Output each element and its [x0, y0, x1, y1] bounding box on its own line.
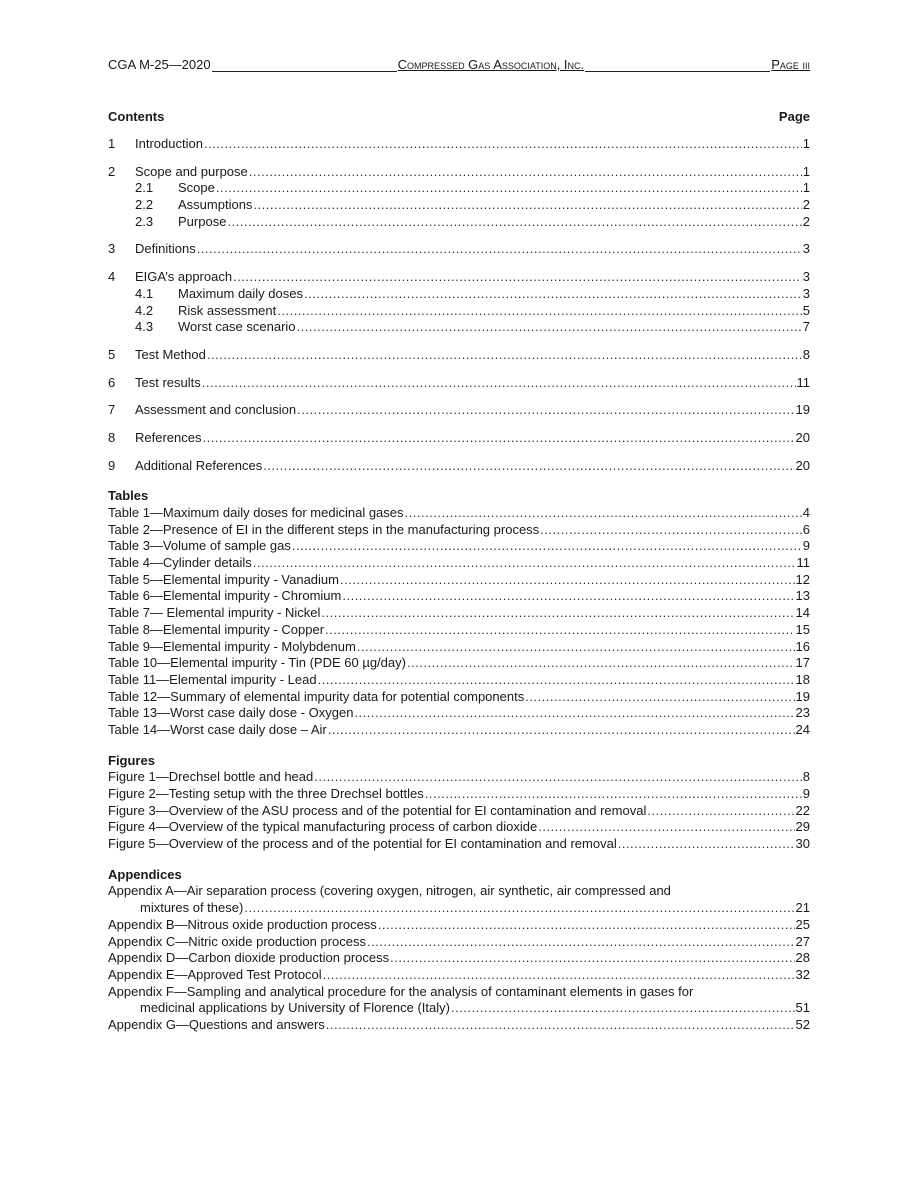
toc-entry-title: Purpose: [178, 213, 227, 229]
dot-leader: [202, 430, 794, 447]
header-publisher: Compressed Gas Association, Inc.: [397, 57, 585, 72]
dot-leader: [390, 950, 794, 967]
toc-section-block: [108, 430, 810, 447]
toc-section-block: [108, 458, 810, 475]
contents-heading: [108, 108, 810, 126]
toc-entry-page: 9: [802, 786, 810, 801]
dot-leader: [244, 900, 794, 917]
toc-entry-page: 15: [795, 621, 810, 637]
toc-entry-page: 11: [796, 555, 810, 571]
toc-entry-page: 3: [802, 285, 810, 301]
toc-entry[interactable]: [108, 605, 810, 622]
toc-entry-page: 13: [795, 588, 810, 604]
toc-entry-title: Scope: [178, 180, 215, 196]
toc-entry-page: 17: [795, 655, 810, 671]
toc-entry-page: 8: [802, 346, 810, 362]
toc-entry-page: 5: [802, 302, 810, 318]
toc-entry-appendix-f-line1[interactable]: Appendix F—Sampling and analytical procedure for the analysis of contaminant elements in gases for: [108, 983, 694, 999]
toc-entry-title: Table 14—Worst case daily dose – Air: [108, 721, 327, 737]
dot-leader: [540, 522, 802, 539]
toc-entry-number: 2.3: [135, 213, 154, 229]
dot-leader: [538, 819, 794, 836]
toc-entry[interactable]: [108, 819, 810, 836]
toc-figures: [108, 769, 810, 852]
toc-entry-page: 30: [795, 836, 810, 852]
toc-entry[interactable]: [108, 136, 810, 153]
toc-entry-page: 28: [795, 950, 810, 966]
toc-entry-title: Introduction: [135, 136, 203, 151]
dot-leader: [325, 622, 794, 639]
toc-entry-title: Figure 5—Overview of the process and of the potential for EI contamination and removal: [108, 836, 617, 852]
toc-entry-page: 1: [802, 136, 810, 151]
toc-entry[interactable]: [108, 214, 810, 231]
toc-entry-title: Table 7— Elemental impurity - Nickel: [108, 605, 321, 621]
toc-entry[interactable]: [108, 722, 810, 739]
toc-entry[interactable]: [108, 622, 810, 639]
toc-entry-number: 2.1: [135, 180, 154, 196]
toc-entry[interactable]: [108, 505, 810, 522]
toc-entry[interactable]: [108, 269, 810, 286]
dot-leader: [367, 934, 795, 951]
toc-entry-page: 18: [795, 671, 810, 687]
dot-leader: [314, 769, 802, 786]
toc-section-block: [108, 136, 810, 153]
toc-section-block: [108, 164, 810, 231]
dot-leader: [407, 655, 795, 672]
contents-page-label: Page: [778, 109, 810, 124]
toc-entry-page: 2: [802, 213, 810, 229]
toc-entry[interactable]: [108, 967, 810, 984]
header-doc-id: CGA M-25—2020: [108, 57, 211, 72]
toc-entry-page: 22: [795, 802, 810, 818]
dot-leader: [253, 197, 801, 214]
toc-entry[interactable]: [108, 538, 810, 555]
toc-entry-page: 3: [802, 241, 810, 257]
toc-entry-title: Appendix D—Carbon dioxide production process: [108, 950, 390, 966]
toc-entry-page: 29: [795, 819, 810, 835]
dot-leader: [216, 180, 802, 197]
dot-leader: [202, 375, 796, 392]
toc-entry-number: 8: [108, 429, 116, 445]
dot-leader: [647, 803, 794, 820]
toc-entry-page: 19: [795, 688, 810, 704]
toc-section-block: [108, 402, 810, 419]
toc-entry[interactable]: [108, 572, 810, 589]
dot-leader: [318, 672, 795, 689]
toc-entry-number: 9: [108, 457, 116, 473]
toc-entry-number: 1: [108, 136, 116, 151]
dot-leader: [277, 303, 802, 320]
toc-entry-number: 4.1: [135, 285, 154, 301]
toc-entry-title: Figure 4—Overview of the typical manufacturing process of carbon dioxide: [108, 819, 538, 835]
dot-leader: [525, 689, 794, 706]
dot-leader: [263, 458, 794, 475]
toc-entry-title: Table 2—Presence of EI in the different steps in the manufacturing process: [108, 521, 540, 537]
dot-leader: [323, 967, 795, 984]
toc-entry-appendix-a-line1[interactable]: Appendix A—Air separation process (covering oxygen, nitrogen, air synthetic, air compressed and: [108, 883, 671, 899]
toc-entry-title: Test Method: [135, 346, 206, 362]
toc-entry[interactable]: [108, 241, 810, 258]
toc-entry-title: Figure 2—Testing setup with the three Drechsel bottles: [108, 786, 424, 801]
running-header: [108, 54, 810, 72]
toc-entry-page: 9: [802, 538, 810, 554]
toc-entry[interactable]: [108, 689, 810, 706]
toc-entry-title: Appendix B—Nitrous oxide production process: [108, 916, 377, 932]
toc-entry-title: Table 5—Elemental impurity - Vanadium: [108, 571, 339, 587]
dot-leader: [233, 269, 802, 286]
toc-entry-number: 6: [108, 374, 116, 390]
toc-sections: [108, 136, 810, 474]
toc-entry[interactable]: [108, 672, 810, 689]
figures-heading: Figures: [108, 752, 155, 768]
toc-entry-title: Test results: [135, 374, 201, 390]
dot-leader: [326, 1017, 795, 1034]
toc-entry[interactable]: [108, 347, 810, 364]
toc-entry-page: 2: [802, 197, 810, 213]
dot-leader: [357, 639, 795, 656]
toc-entry-title: Table 3—Volume of sample gas: [108, 538, 291, 554]
toc-entry[interactable]: [108, 639, 810, 656]
toc-section-block: [108, 269, 810, 336]
toc-entry[interactable]: [108, 705, 810, 722]
toc-entry-page: 20: [795, 429, 810, 445]
toc-entry-title: References: [135, 429, 202, 445]
dot-leader: [354, 705, 794, 722]
toc-entry-title: Risk assessment: [178, 302, 277, 318]
toc-entry-title: EIGA’s approach: [135, 269, 233, 285]
toc-entry[interactable]: [108, 803, 810, 820]
toc-entry[interactable]: [108, 934, 810, 951]
dot-leader: [227, 214, 801, 231]
dot-leader: [342, 588, 794, 605]
toc-entry-page: 20: [795, 457, 810, 473]
dot-leader: [405, 505, 802, 522]
dot-leader: [297, 319, 802, 336]
dot-leader: [321, 605, 794, 622]
dot-leader: [304, 286, 802, 303]
toc-entry-title: Table 13—Worst case daily dose - Oxygen: [108, 705, 354, 721]
toc-entry[interactable]: [108, 588, 810, 605]
toc-entry-title: Table 1—Maximum daily doses for medicinal gases: [108, 505, 404, 520]
toc-entry[interactable]: [108, 180, 810, 197]
toc-entry[interactable]: [108, 164, 810, 181]
toc-entry-number: 2.2: [135, 197, 154, 213]
toc-entry-page: 19: [795, 402, 810, 418]
toc-entry-page: 8: [802, 769, 810, 785]
toc-entry-title: Additional References: [135, 457, 263, 473]
toc-entry-title: medicinal applications by University of Florence (Italy): [140, 1000, 450, 1016]
toc-entry[interactable]: [108, 402, 810, 419]
toc-entry-title: Maximum daily doses: [178, 285, 303, 301]
toc-entry-number: 2: [108, 163, 116, 179]
toc-entry[interactable]: [108, 950, 810, 967]
toc-entry-title: Appendix G—Questions and answers: [108, 1016, 325, 1032]
toc-entry-page: 32: [795, 966, 810, 982]
toc-entry[interactable]: [108, 555, 810, 572]
toc-entry-title: Table 6—Elemental impurity - Chromium: [108, 588, 342, 604]
toc-entry-title: Assumptions: [178, 197, 253, 213]
header-page-number: Page iii: [771, 57, 811, 72]
toc-entry[interactable]: [108, 522, 810, 539]
toc-entry-number: 4.2: [135, 302, 154, 318]
toc-entry-title: Figure 3—Overview of the ASU process and of the potential for EI contamination and removal: [108, 802, 647, 818]
toc-appendices-mid: [108, 917, 810, 984]
toc-entry-title: Table 12—Summary of elemental impurity data for potential components: [108, 688, 525, 704]
toc-entry-page: 1: [802, 163, 810, 179]
toc-entry-title: Worst case scenario: [178, 319, 296, 335]
toc-entry[interactable]: [108, 458, 810, 475]
toc-entry-number: 3: [108, 241, 116, 257]
dot-leader: [328, 722, 795, 739]
toc-entry-appendix-g[interactable]: [108, 1017, 810, 1034]
toc-section-block: [108, 375, 810, 392]
toc-entry-page: 27: [795, 933, 810, 949]
toc-entry-title: Table 9—Elemental impurity - Molybdenum: [108, 638, 356, 654]
dot-leader: [204, 136, 802, 153]
dot-leader: [253, 555, 796, 572]
toc-entry-appendix-f[interactable]: [108, 1000, 810, 1017]
tables-heading: Tables: [108, 488, 149, 504]
toc-entry-title: Appendix C—Nitric oxide production process: [108, 933, 366, 949]
header-rule: [585, 58, 770, 72]
dot-leader: [425, 786, 802, 803]
appendices-heading: Appendices: [108, 866, 182, 882]
toc-entry[interactable]: [108, 655, 810, 672]
toc-entry-page: 25: [795, 916, 810, 932]
toc-entry-page: 4: [802, 505, 810, 520]
toc-entry-title: Appendix E—Approved Test Protocol: [108, 966, 322, 982]
toc-entry-page: 52: [795, 1016, 810, 1032]
dot-leader: [207, 347, 802, 364]
toc-entry-title: Scope and purpose: [135, 163, 248, 179]
toc-entry[interactable]: [108, 375, 810, 392]
toc-entry-page: 24: [795, 721, 810, 737]
toc-entry[interactable]: [108, 430, 810, 447]
dot-leader: [340, 572, 795, 589]
toc-entry-appendix-a[interactable]: [108, 900, 810, 917]
toc-entry-page: 21: [795, 900, 810, 916]
toc-entry-page: 1: [802, 180, 810, 196]
toc-entry-number: 7: [108, 402, 116, 418]
dot-leader: [618, 836, 795, 853]
toc-entry-page: 12: [795, 571, 810, 587]
toc-entry[interactable]: [108, 197, 810, 214]
toc-section-block: [108, 347, 810, 364]
toc-entry[interactable]: [108, 836, 810, 853]
toc-entry-title: Table 11—Elemental impurity - Lead: [108, 671, 317, 687]
toc-entry[interactable]: [108, 303, 810, 320]
toc-entry[interactable]: [108, 319, 810, 336]
toc-entry-page: 14: [795, 605, 810, 621]
toc-entry-page: 6: [802, 521, 810, 537]
toc-entry-title: Table 4—Cylinder details: [108, 555, 252, 571]
toc-entry[interactable]: [108, 917, 810, 934]
toc-appendices: [108, 883, 810, 1033]
document-page: [108, 54, 810, 1034]
toc-section-block: [108, 241, 810, 258]
toc-entry[interactable]: [108, 786, 810, 803]
toc-entry-number: 5: [108, 346, 116, 362]
toc-entry-title: Table 10—Elemental impurity - Tin (PDE 60 µg/day): [108, 655, 406, 671]
toc-entry-page: 51: [795, 1000, 810, 1016]
header-rule: [212, 58, 397, 72]
toc-entry-title: Definitions: [135, 241, 196, 257]
toc-entry[interactable]: [108, 286, 810, 303]
dot-leader: [249, 164, 802, 181]
dot-leader: [451, 1000, 795, 1017]
toc-entry-number: 4: [108, 269, 116, 285]
toc-entry-number: 4.3: [135, 319, 154, 335]
toc-entry[interactable]: [108, 769, 810, 786]
toc-entry-page: 23: [795, 705, 810, 721]
toc-entry-title: Table 8—Elemental impurity - Copper: [108, 621, 325, 637]
contents-title: Contents: [108, 109, 165, 124]
dot-leader: [292, 538, 802, 555]
dot-leader: [197, 241, 802, 258]
toc-entry-page: 3: [802, 269, 810, 285]
toc-entry-title: Figure 1—Drechsel bottle and head: [108, 769, 314, 785]
toc-entry-title: Assessment and conclusion: [135, 402, 297, 418]
toc-entry-page: 16: [795, 638, 810, 654]
toc-entry-title: mixtures of these): [140, 900, 244, 916]
dot-leader: [297, 402, 794, 419]
toc-entry-page: 11: [796, 374, 810, 390]
toc-tables: [108, 505, 810, 739]
dot-leader: [378, 917, 795, 934]
toc-entry-page: 7: [802, 319, 810, 335]
